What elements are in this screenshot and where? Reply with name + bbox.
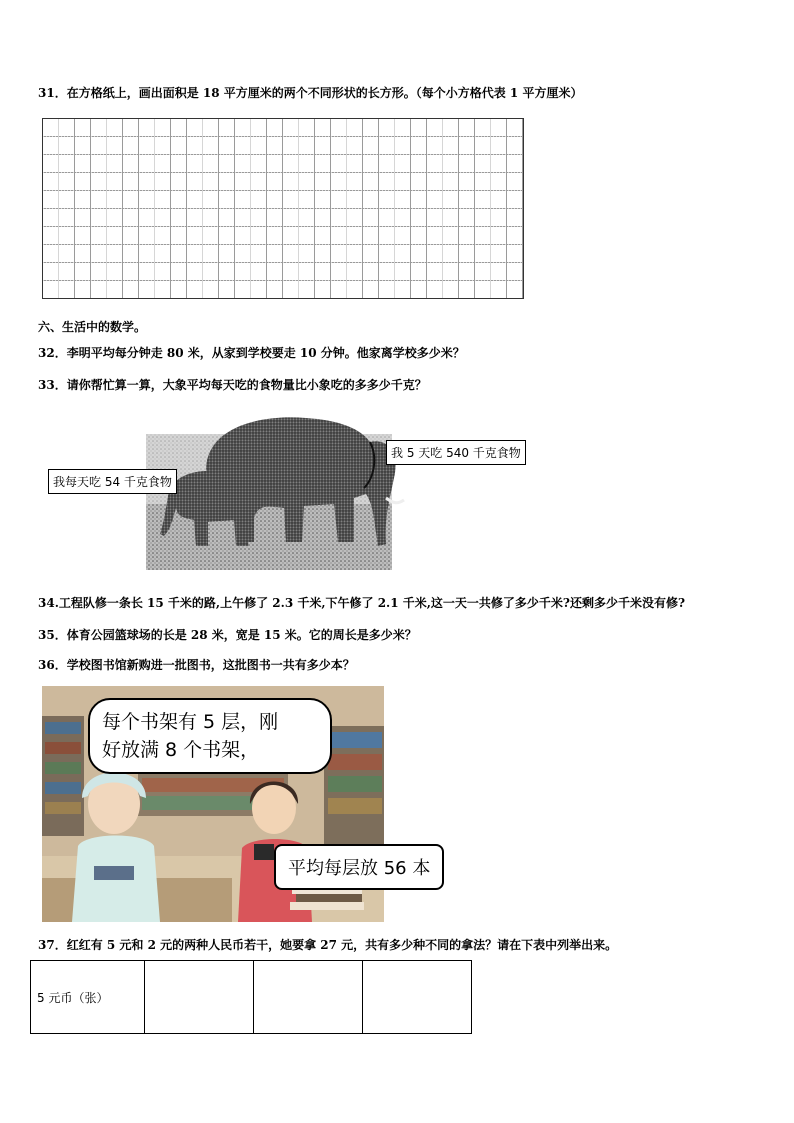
speech-bubble-shelves (88, 698, 332, 774)
question-35: 35．体育公园篮球场的长是 28 米，宽是 15 米。它的周长是多少米？ (38, 628, 417, 642)
elephant-picture (48, 408, 521, 570)
question-37: 37．红红有 5 元和 2 元的两种人民币若干，她要拿 27 元，共有多少种不同的拿法？请在下表中列举出来。 (38, 938, 618, 952)
table-cell[interactable] (145, 961, 254, 1034)
bubble-line-1: 每个书架有 5 层，刚 (102, 711, 279, 733)
table-row (31, 961, 472, 1034)
question-33: 33．请你帮忙算一算，大象平均每天吃的食物量比小象吃的多多少千克？ (38, 378, 427, 392)
question-34: 34.工程队修一条长 15 千米的路,上午修了 2.3 千米,下午修了 2.1 千米,这一天一共修了多少千米?还剩多少千米没有修? (38, 596, 685, 610)
speech-bubble-per-layer: 平均每层放 56 本 (274, 844, 444, 890)
enumeration-table (30, 960, 472, 1034)
table-cell[interactable] (254, 961, 363, 1034)
question-36: 36．学校图书馆新购进一批图书，这批图书一共有多少本？ (38, 658, 355, 672)
question-32: 32．李明平均每分钟走 80 米，从家到学校要走 10 分钟。他家离学校多少米？ (38, 346, 465, 360)
small-elephant-speech: 我每天吃 54 千克食物 (48, 469, 177, 494)
graph-paper-grid[interactable] (42, 118, 524, 299)
section-heading: 六、生活中的数学。 (38, 320, 147, 334)
question-31: 31．在方格纸上，画出面积是 18 平方厘米的两个不同形状的长方形。（每个小方格代表 1 平方厘米） (38, 86, 583, 100)
big-elephant-speech: 我 5 天吃 540 千克食物 (386, 440, 526, 465)
bubble-line-2: 好放满 8 个书架， (102, 739, 260, 761)
row-label-5-yuan: 5 元币（张） (31, 961, 145, 1034)
library-picture (42, 686, 431, 922)
table-cell[interactable] (363, 961, 472, 1034)
